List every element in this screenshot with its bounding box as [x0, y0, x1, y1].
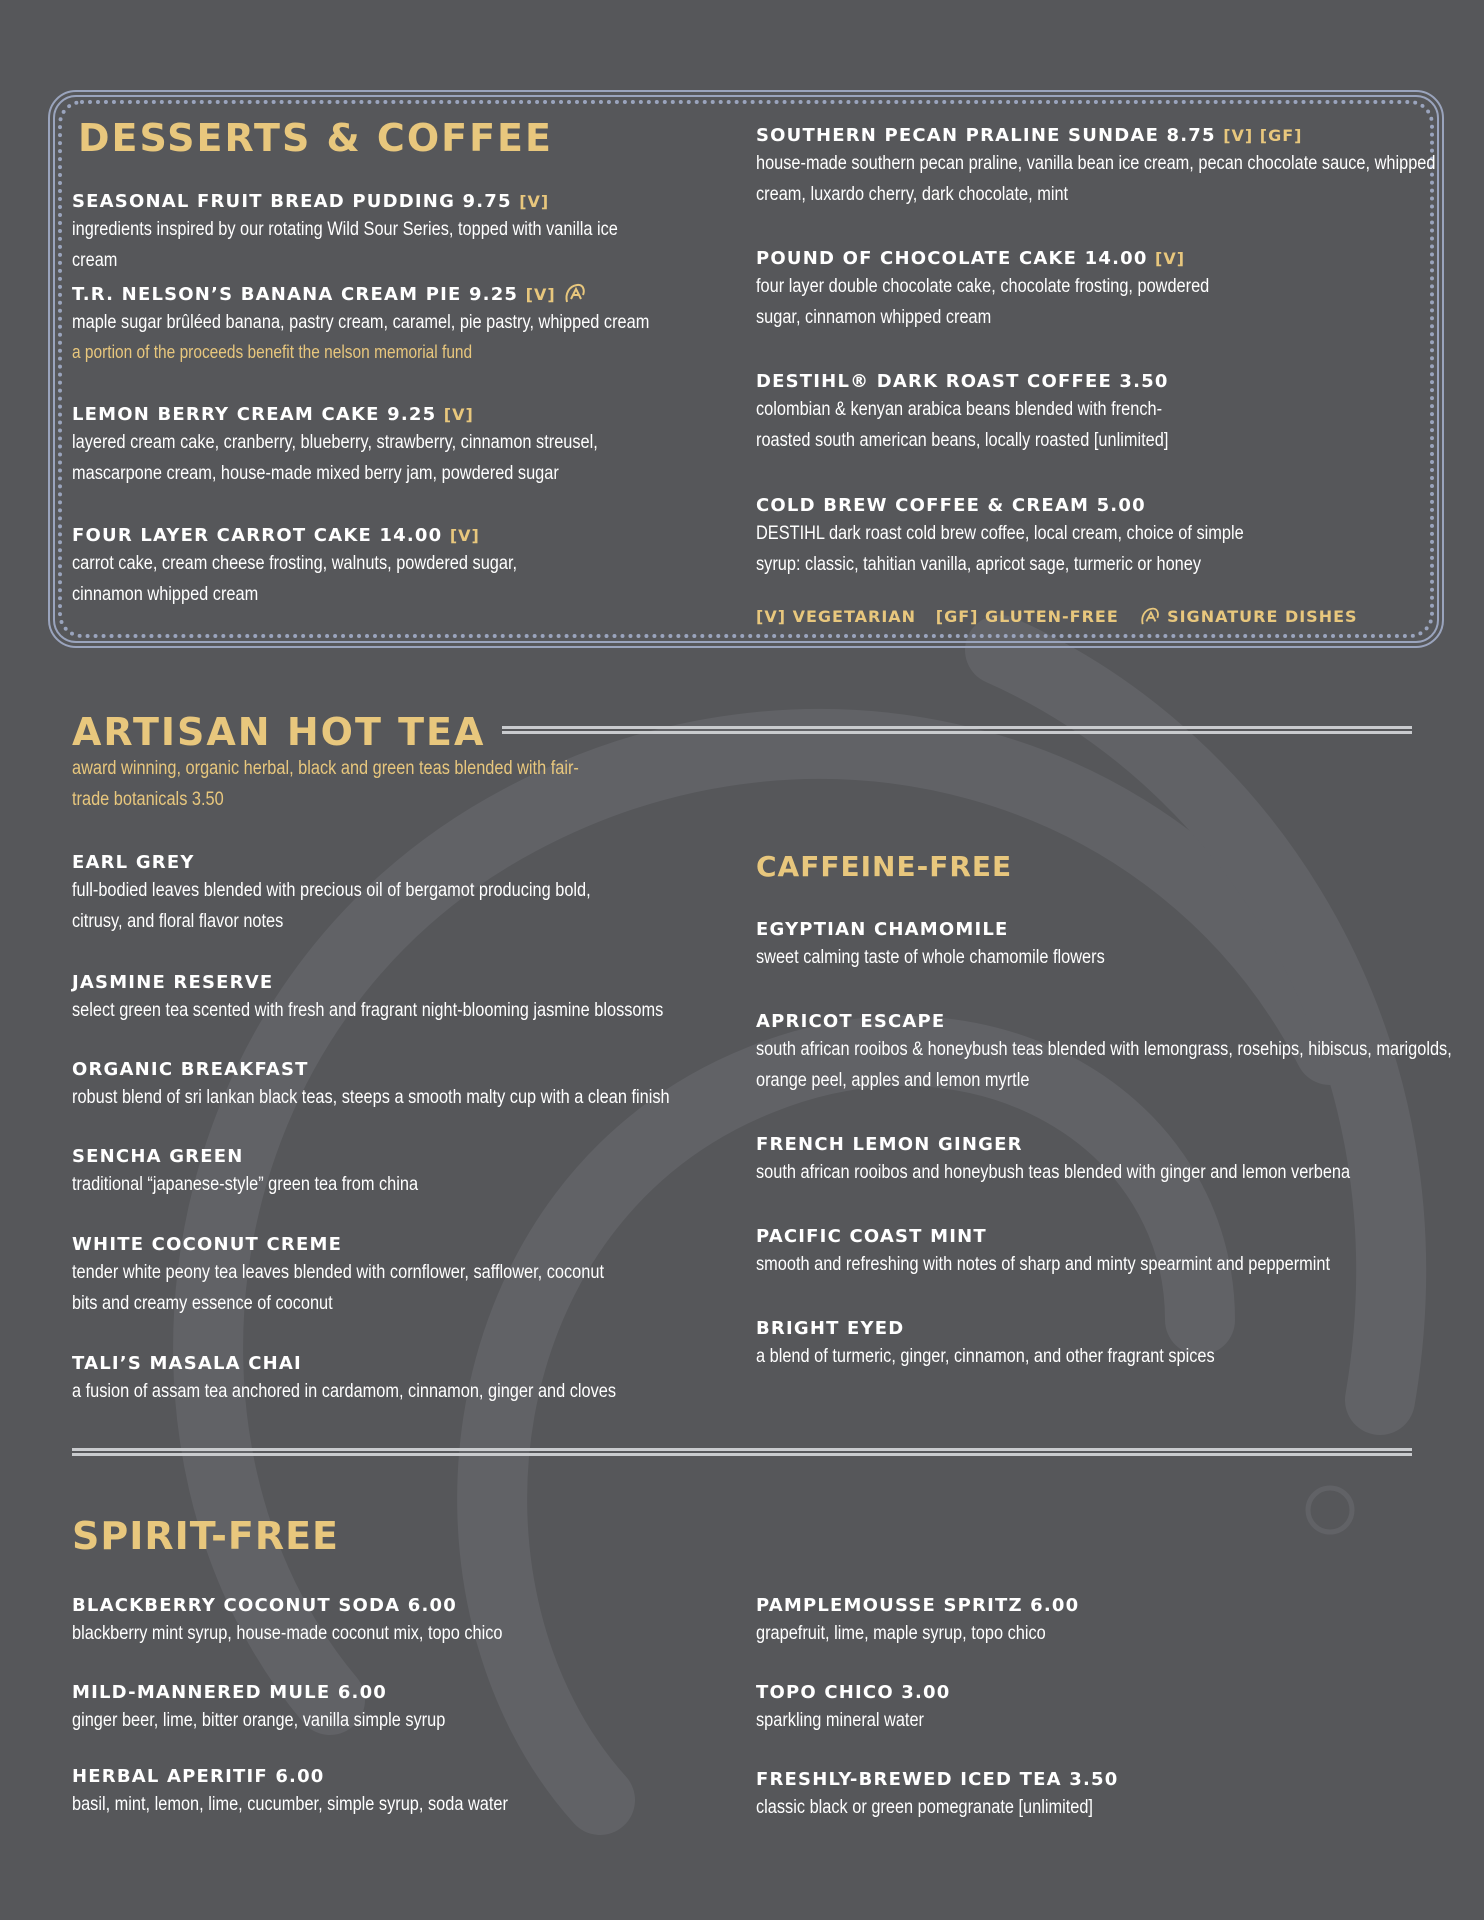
item-name: DESTIHL® DARK ROAST COFFEE 3.50 [756, 371, 1169, 392]
tea-item [756, 1133, 1484, 1188]
tea-item [72, 1145, 772, 1200]
section-divider [72, 1448, 1412, 1456]
item-description: a fusion of assam tea anchored in cardamom, cinnamon, ginger and cloves [72, 1381, 617, 1402]
item-note: a portion of the proceeds benefit the nelson memorial fund [72, 342, 473, 362]
item-name: SENCHA GREEN [72, 1146, 244, 1167]
item-description: classic black or green pomegranate [unlimited] [756, 1797, 1093, 1818]
item-description: DESTIHL dark roast cold brew coffee, local cream, choice of simple syrup: classic, tahitian vanilla, apricot sage, turmeric or honey [756, 523, 1244, 575]
drink-item [756, 1594, 1396, 1649]
dessert-item [72, 403, 762, 489]
item-description: blackberry mint syrup, house-made coconut mix, topo chico [72, 1623, 503, 1644]
item-description: sparkling mineral water [756, 1710, 925, 1731]
tea-item [756, 1010, 1484, 1096]
drink-item [72, 1681, 712, 1736]
item-description: tender white peony tea leaves blended with cornflower, safflower, coconut bits and creamy essence of coconut [72, 1262, 604, 1314]
dessert-item [72, 282, 762, 366]
item-name: JASMINE RESERVE [72, 972, 274, 993]
item-name: POUND OF CHOCOLATE CAKE 14.00 [756, 248, 1148, 269]
dietary-tag: [V] [443, 405, 474, 424]
dessert-item [72, 190, 762, 276]
dessert-item [72, 524, 612, 610]
item-name: EGYPTIAN CHAMOMILE [756, 919, 1009, 940]
item-name: BLACKBERRY COCONUT SODA 6.00 [72, 1595, 457, 1616]
item-name: PACIFIC COAST MINT [756, 1226, 987, 1247]
item-name: SEASONAL FRUIT BREAD PUDDING 9.75 [72, 191, 512, 212]
item-description: carrot cake, cream cheese frosting, walnuts, powdered sugar, cinnamon whipped cream [72, 553, 518, 605]
dietary-legend [756, 606, 1358, 626]
item-description: house-made southern pecan praline, vanilla bean ice cream, pecan chocolate sauce, whipped cream, luxardo cherry, dark chocolate, mint [756, 153, 1436, 205]
dietary-tag: [V] [1155, 249, 1186, 268]
item-name: FOUR LAYER CARROT CAKE 14.00 [72, 525, 443, 546]
dessert-item [756, 370, 1276, 456]
caffeine-free-title: CAFFEINE-FREE [756, 850, 1013, 883]
drink-item [72, 1765, 712, 1820]
item-name: WHITE COCONUT CREME [72, 1234, 343, 1255]
tea-item [756, 1225, 1484, 1280]
item-name: EARL GREY [72, 852, 195, 873]
item-description: ingredients inspired by our rotating Wild Sour Series, topped with vanilla ice cream [72, 219, 618, 271]
drink-item [72, 1594, 712, 1649]
item-name: PAMPLEMOUSSE SPRITZ 6.00 [756, 1595, 1080, 1616]
legend-signature: SIGNATURE DISHES [1167, 607, 1358, 626]
signature-dish-icon [563, 282, 587, 304]
drink-item [756, 1768, 1396, 1823]
item-description: full-bodied leaves blended with precious oil of bergamot producing bold, citrusy, and floral flavor notes [72, 880, 591, 932]
item-description: south african rooibos & honeybush teas blended with lemongrass, rosehips, hibiscus, marigolds, orange peel, apples and lemon myrtle [756, 1039, 1452, 1091]
tea-item [72, 851, 712, 937]
tea-title: ARTISAN HOT TEA [72, 710, 486, 754]
item-description: ginger beer, lime, bitter orange, vanilla simple syrup [72, 1710, 446, 1731]
item-name: T.R. NELSON’S BANANA CREAM PIE 9.25 [72, 284, 519, 305]
desserts-title: DESSERTS & COFFEE [78, 116, 553, 160]
tea-item [756, 918, 1456, 973]
item-name: COLD BREW COFFEE & CREAM 5.00 [756, 495, 1146, 516]
dietary-tag: [V] [GF] [1223, 126, 1303, 145]
item-description: maple sugar brûléed banana, pastry cream, caramel, pie pastry, whipped cream [72, 312, 650, 333]
item-description: grapefruit, lime, maple syrup, topo chico [756, 1623, 1046, 1644]
item-name: TOPO CHICO 3.00 [756, 1682, 951, 1703]
drink-item [756, 1681, 1396, 1736]
spirit-free-title: SPIRIT-FREE [72, 1514, 339, 1558]
item-description: smooth and refreshing with notes of sharp and minty spearmint and peppermint [756, 1254, 1331, 1275]
item-description: colombian & kenyan arabica beans blended with french-roasted south american beans, locally roasted [unlimited] [756, 399, 1169, 451]
item-description: traditional “japanese-style” green tea from china [72, 1174, 419, 1195]
tea-item [72, 1058, 792, 1113]
legend-gluten-free: [GF] GLUTEN-FREE [935, 607, 1119, 626]
item-description: four layer double chocolate cake, chocolate frosting, powdered sugar, cinnamon whipped cream [756, 276, 1210, 328]
item-name: HERBAL APERITIF 6.00 [72, 1766, 325, 1787]
item-description: select green tea scented with fresh and fragrant night-blooming jasmine blossoms [72, 1000, 664, 1021]
dietary-tag: [V] [449, 526, 480, 545]
signature-dish-icon [1139, 606, 1161, 626]
item-name: SOUTHERN PECAN PRALINE SUNDAE 8.75 [756, 125, 1216, 146]
dessert-item [756, 247, 1336, 333]
item-name: ORGANIC BREAKFAST [72, 1059, 309, 1080]
section-divider [502, 726, 1412, 734]
dietary-tag: [V] [519, 192, 550, 211]
tea-item [72, 1233, 712, 1319]
dietary-tag: [V] [525, 285, 556, 304]
tea-item [756, 1317, 1456, 1372]
tea-item [72, 971, 772, 1026]
item-description: robust blend of sri lankan black teas, steeps a smooth malty cup with a clean finish [72, 1087, 670, 1108]
item-description: a blend of turmeric, ginger, cinnamon, and other fragrant spices [756, 1346, 1215, 1367]
legend-vegetarian: [V] VEGETARIAN [756, 607, 917, 626]
item-name: TALI’S MASALA CHAI [72, 1353, 302, 1374]
item-description: layered cream cake, cranberry, blueberry, strawberry, cinnamon streusel, mascarpone cream, house-made mixed berry jam, powdered sugar [72, 432, 598, 484]
item-description: south african rooibos and honeybush teas blended with ginger and lemon verbena [756, 1162, 1351, 1183]
item-name: APRICOT ESCAPE [756, 1011, 946, 1032]
tea-item [72, 1352, 792, 1407]
item-description: basil, mint, lemon, lime, cucumber, simple syrup, soda water [72, 1794, 508, 1815]
item-name: FRESHLY-BREWED ICED TEA 3.50 [756, 1769, 1119, 1790]
dessert-item [756, 124, 1484, 210]
item-name: BRIGHT EYED [756, 1318, 905, 1339]
item-description: sweet calming taste of whole chamomile flowers [756, 947, 1105, 968]
item-name: LEMON BERRY CREAM CAKE 9.25 [72, 404, 437, 425]
tea-intro: award winning, organic herbal, black and green teas blended with fair-trade botanicals 3.50 [72, 758, 579, 810]
item-name: FRENCH LEMON GINGER [756, 1134, 1023, 1155]
dessert-item [756, 494, 1356, 580]
item-name: MILD-MANNERED MULE 6.00 [72, 1682, 388, 1703]
